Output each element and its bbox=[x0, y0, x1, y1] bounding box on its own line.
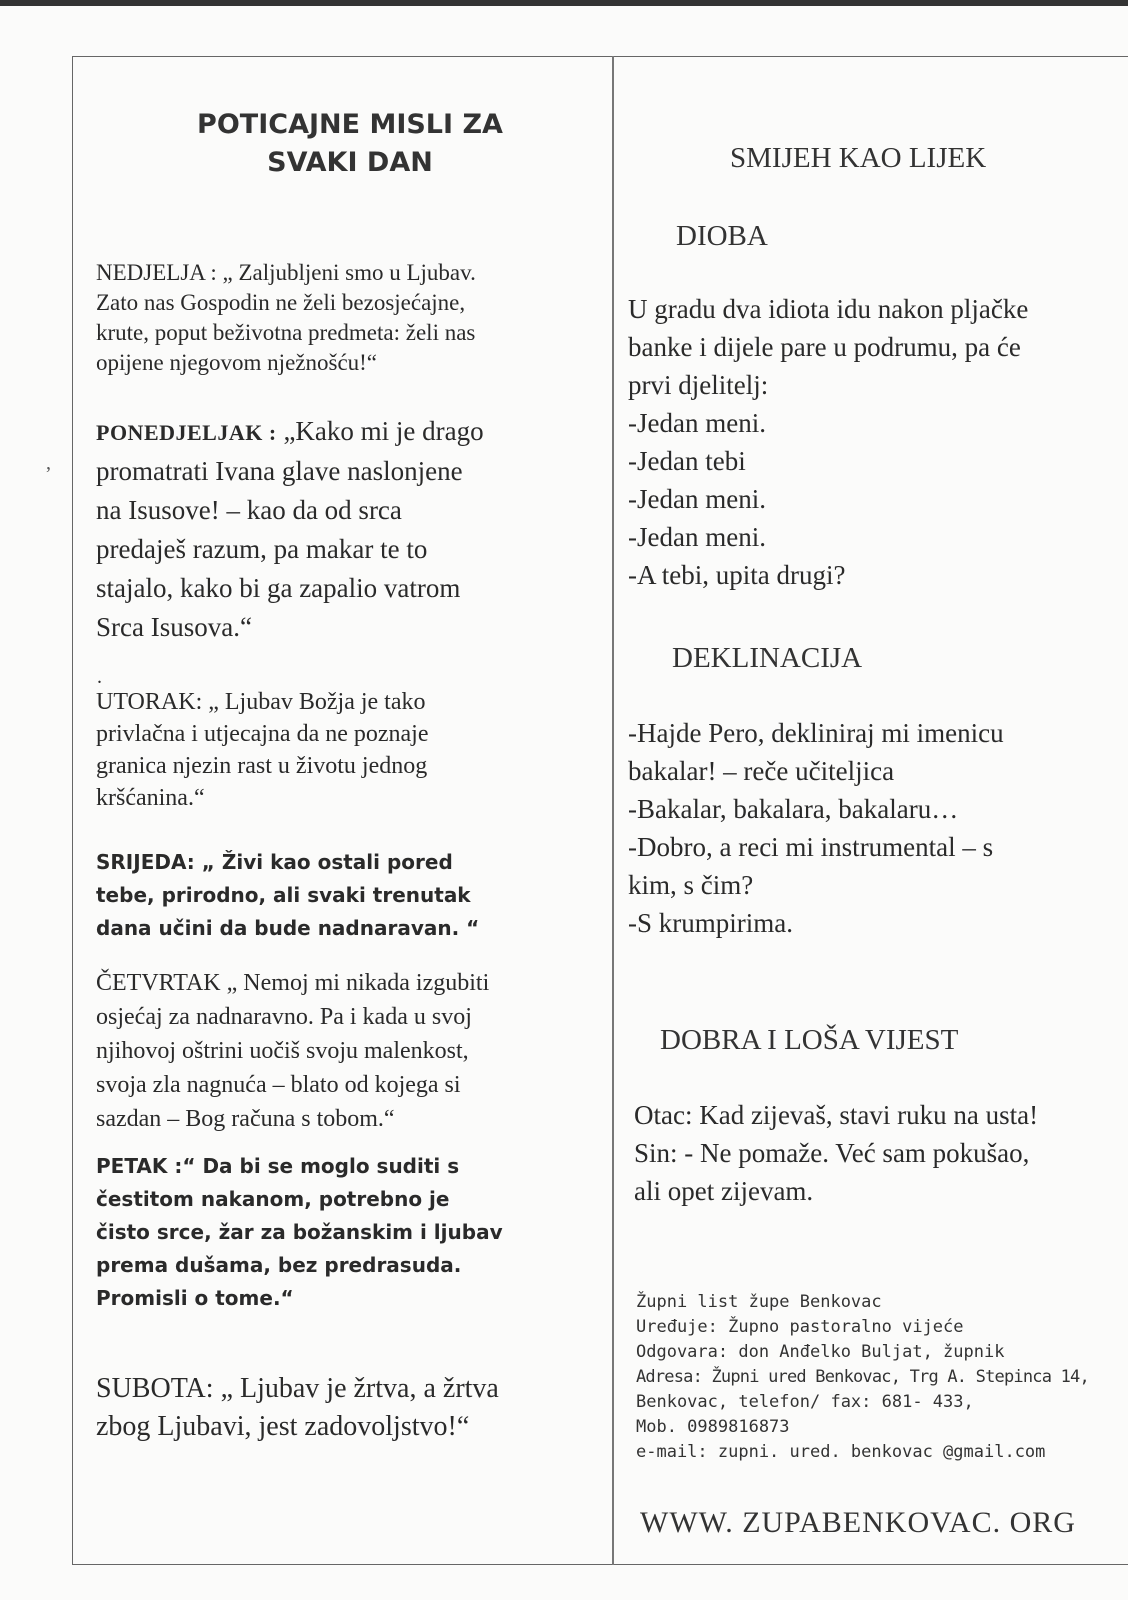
joke-line: kim, s čim? bbox=[628, 870, 754, 900]
entry-text: na Isusove! – kao da od srca bbox=[96, 495, 402, 525]
joke-line: -A tebi, upita drugi? bbox=[628, 560, 846, 590]
entry-subota bbox=[96, 1370, 601, 1446]
entry-srijeda bbox=[96, 846, 601, 945]
entry-text: „ Zaljubljeni smo u Ljubav. bbox=[216, 260, 476, 285]
entry-text: opijene njegovom nježnošću!“ bbox=[96, 350, 378, 375]
entry-text: promatrati Ivana glave naslonjene bbox=[96, 456, 463, 486]
margin-mark: , bbox=[46, 452, 51, 474]
heading-dioba: DIOBA bbox=[676, 220, 768, 252]
entry-text: zbog Ljubavi, jest zadovoljstvo!“ bbox=[96, 1411, 470, 1442]
footer-line: Odgovara: don Anđelko Buljat, župnik bbox=[636, 1342, 1005, 1362]
left-column-title bbox=[110, 106, 590, 182]
joke-line: -Jedan tebi bbox=[628, 446, 746, 476]
entry-nedjelja bbox=[96, 258, 601, 378]
joke-line: Otac: Kad zijevaš, stavi ruku na usta! bbox=[634, 1100, 1039, 1130]
entry-text: dana učini da bude nadnaravan. “ bbox=[96, 916, 480, 940]
entry-text: privlačna i utjecajna da ne poznaje bbox=[96, 721, 429, 747]
entry-text: granica njezin rast u životu jednog bbox=[96, 753, 428, 779]
entry-text: PETAK :“ Da bi se moglo suditi s bbox=[96, 1154, 460, 1178]
heading-deklinacija: DEKLINACIJA bbox=[672, 642, 863, 674]
column-divider bbox=[612, 56, 614, 1565]
entry-petak bbox=[96, 1150, 601, 1315]
top-border-line bbox=[0, 0, 1128, 6]
footer-line: Mob. 0989816873 bbox=[636, 1417, 790, 1437]
footer-line: Uređuje: Župno pastoralno vijeće bbox=[636, 1317, 964, 1337]
entry-text: Promisli o tome.“ bbox=[96, 1286, 294, 1310]
joke-vijest bbox=[634, 1096, 1128, 1210]
entry-text: tebe, prirodno, ali svaki trenutak bbox=[96, 883, 471, 907]
day-label-nedjelja: NEDJELJA : bbox=[96, 260, 217, 285]
day-label-subota: SUBOTA: bbox=[96, 1373, 214, 1404]
entry-text: prema dušama, bez predrasuda. bbox=[96, 1253, 462, 1277]
joke-line: bakalar! – reče učiteljica bbox=[628, 756, 895, 786]
website-url: WWW. ZUPABENKOVAC. ORG bbox=[640, 1506, 1076, 1539]
parish-info bbox=[636, 1290, 1126, 1465]
entry-cetvrtak bbox=[96, 966, 601, 1136]
entry-text: čisto srce, žar za božanskim i ljubav bbox=[96, 1220, 503, 1244]
entry-text: krute, poput beživotna predmeta: želi nas bbox=[96, 320, 476, 345]
footer-line: Adresa: Župni ured Benkovac, Trg A. Stepinca 14, bbox=[636, 1367, 1089, 1387]
joke-deklinacija bbox=[628, 714, 1128, 942]
footer-line: Župni list župe Benkovac bbox=[636, 1292, 882, 1312]
joke-line: -Hajde Pero, dekliniraj mi imenicu bbox=[628, 718, 1004, 748]
entry-text: „ Ljubav je žrtva, a žrtva bbox=[213, 1373, 499, 1404]
heading-vijest: DOBRA I LOŠA VIJEST bbox=[660, 1024, 959, 1056]
joke-line: -Dobro, a reci mi instrumental – s bbox=[628, 832, 994, 862]
entry-text: SRIJEDA: „ Živi kao ostali pored bbox=[96, 850, 453, 874]
entry-text: sazdan – Bog računa s tobom.“ bbox=[96, 1106, 395, 1132]
joke-line: -S krumpirima. bbox=[628, 908, 793, 938]
joke-line: Sin: - Ne pomaže. Već sam pokušao, bbox=[634, 1138, 1030, 1168]
footer-line: e-mail: zupni. ured. benkovac @gmail.com bbox=[636, 1442, 1046, 1462]
joke-line: ali opet zijevam. bbox=[634, 1176, 814, 1206]
entry-text: njihovoj oštrini uočiš svoju malenkost, bbox=[96, 1038, 469, 1064]
title-line-1: POTICAJNE MISLI ZA bbox=[197, 109, 503, 140]
right-column-title: SMIJEH KAO LIJEK bbox=[730, 142, 987, 174]
entry-text: „Kako mi je drago bbox=[276, 416, 484, 446]
title-line-2: SVAKI DAN bbox=[267, 147, 433, 178]
joke-line: -Jedan meni. bbox=[628, 522, 766, 552]
footer-line: Benkovac, telefon/ fax: 681- 433, bbox=[636, 1392, 974, 1412]
joke-line: -Bakalar, bakalara, bakalaru… bbox=[628, 794, 959, 824]
entry-text: čestitom nakanom, potrebno je bbox=[96, 1187, 450, 1211]
entry-text: kršćanina.“ bbox=[96, 785, 205, 811]
entry-text: Srca Isusova.“ bbox=[96, 612, 252, 642]
day-label-cetvrtak: ČETVRTAK bbox=[96, 970, 221, 996]
entry-text: „ Nemoj mi nikada izgubiti bbox=[220, 970, 490, 996]
joke-line: U gradu dva idiota idu nakon pljačke bbox=[628, 294, 1029, 324]
entry-text: stajalo, kako bi ga zapalio vatrom bbox=[96, 573, 461, 603]
entry-text: svoja zla nagnuća – blato od kojega si bbox=[96, 1072, 461, 1098]
joke-line: banke i dijele pare u podrumu, pa će bbox=[628, 332, 1021, 362]
entry-ponedjeljak bbox=[96, 412, 601, 647]
joke-line: prvi djelitelj: bbox=[628, 370, 769, 400]
day-label-ponedjeljak: PONEDJELJAK : bbox=[96, 420, 277, 445]
entry-utorak bbox=[96, 686, 601, 814]
day-label-utorak: UTORAK: bbox=[96, 689, 203, 715]
joke-line: -Jedan meni. bbox=[628, 484, 766, 514]
joke-line: -Jedan meni. bbox=[628, 408, 766, 438]
entry-text: Zato nas Gospodin ne želi bezosjećajne, bbox=[96, 290, 466, 315]
stray-dot: . bbox=[97, 666, 102, 688]
entry-text: „ Ljubav Božja je tako bbox=[202, 689, 426, 715]
joke-dioba bbox=[628, 290, 1128, 594]
entry-text: predaješ razum, pa makar te to bbox=[96, 534, 428, 564]
entry-text: osjećaj za nadnaravno. Pa i kada u svoj bbox=[96, 1004, 472, 1030]
